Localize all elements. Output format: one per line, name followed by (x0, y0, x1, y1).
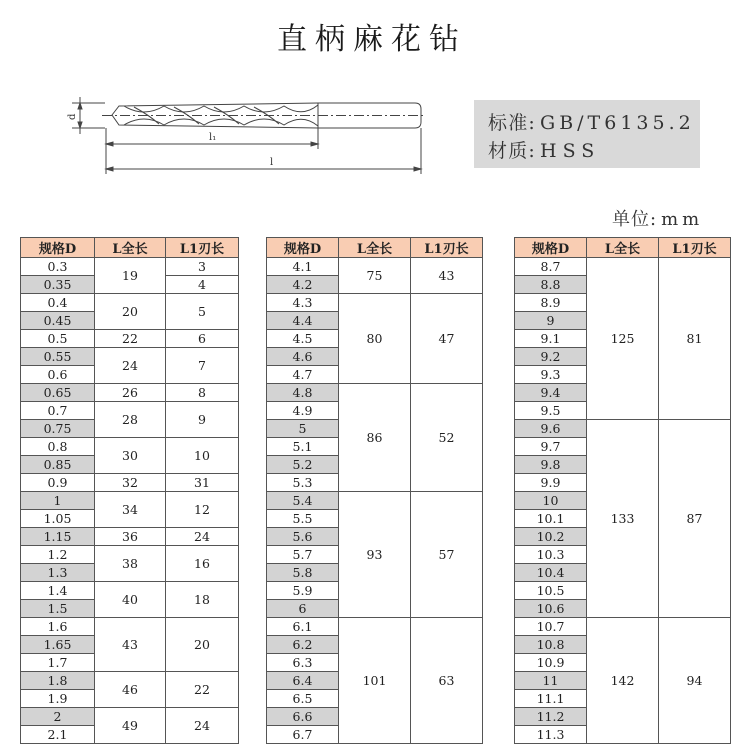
size-cell: 6.3 (267, 654, 339, 672)
flute-length-cell: 47 (411, 294, 483, 384)
size-cell: 10.5 (515, 582, 587, 600)
drill-diagram (67, 92, 432, 182)
size-cell: 10.1 (515, 510, 587, 528)
length-cell: 28 (95, 402, 166, 438)
header-length: L全长 (339, 238, 411, 258)
page-title: 直柄麻花钻 (277, 22, 467, 57)
size-cell: 0.9 (21, 474, 95, 492)
size-cell: 1.9 (21, 690, 95, 708)
size-cell: 9.7 (515, 438, 587, 456)
size-cell: 9.4 (515, 384, 587, 402)
size-cell: 6.2 (267, 636, 339, 654)
size-cell: 6.1 (267, 618, 339, 636)
flute-length-cell: 63 (411, 618, 483, 744)
size-cell: 5.5 (267, 510, 339, 528)
table-row (515, 258, 731, 276)
table-row (21, 348, 239, 366)
size-cell: 4.6 (267, 348, 339, 366)
table-row (21, 546, 239, 564)
size-cell: 6.6 (267, 708, 339, 726)
size-cell: 9.5 (515, 402, 587, 420)
table-row (21, 438, 239, 456)
size-cell: 1.05 (21, 510, 95, 528)
flute-length-cell: 94 (659, 618, 731, 744)
size-cell: 1.15 (21, 528, 95, 546)
size-cell: 1 (21, 492, 95, 510)
size-cell: 10.7 (515, 618, 587, 636)
size-cell: 8.9 (515, 294, 587, 312)
table-row (267, 492, 483, 510)
table-row (21, 618, 239, 636)
unit-label-text: 单位: (612, 209, 658, 230)
table-row (267, 294, 483, 312)
size-cell: 0.85 (21, 456, 95, 474)
flute-length-cell: 18 (166, 582, 239, 618)
size-cell: 10.9 (515, 654, 587, 672)
flute-length-cell: 24 (166, 528, 239, 546)
material-label: 材质: (488, 140, 537, 162)
length-cell: 32 (95, 474, 166, 492)
table-row (21, 384, 239, 402)
size-cell: 0.7 (21, 402, 95, 420)
size-cell: 1.5 (21, 600, 95, 618)
size-cell: 9.3 (515, 366, 587, 384)
size-cell: 6.4 (267, 672, 339, 690)
size-cell: 5.3 (267, 474, 339, 492)
flute-length-cell: 4 (166, 276, 239, 294)
size-cell: 5.9 (267, 582, 339, 600)
table-row (21, 672, 239, 690)
length-cell: 24 (95, 348, 166, 384)
flute-length-cell: 16 (166, 546, 239, 582)
spec-box (474, 100, 700, 168)
table-row (21, 582, 239, 600)
size-cell: 5.6 (267, 528, 339, 546)
length-cell: 43 (95, 618, 166, 672)
size-cell: 0.55 (21, 348, 95, 366)
table-row (21, 474, 239, 492)
flute-length-cell: 52 (411, 384, 483, 492)
dimension-l1-label: l₁ (209, 132, 217, 143)
table-row (21, 528, 239, 546)
size-cell: 6 (267, 600, 339, 618)
size-cell: 10.8 (515, 636, 587, 654)
flute-length-cell: 81 (659, 258, 731, 420)
table-row (21, 492, 239, 510)
table-row (267, 384, 483, 402)
length-cell: 19 (95, 258, 166, 294)
size-cell: 4.5 (267, 330, 339, 348)
header-flute-length: L1刃长 (166, 238, 239, 258)
length-cell: 133 (587, 420, 659, 618)
length-cell: 22 (95, 330, 166, 348)
size-cell: 0.45 (21, 312, 95, 330)
table-row (21, 708, 239, 726)
spec-table-1 (20, 237, 239, 744)
table-row (21, 258, 239, 276)
flute-length-cell: 7 (166, 348, 239, 384)
header-flute-length: L1刃长 (659, 238, 731, 258)
length-cell: 86 (339, 384, 411, 492)
flute-length-cell: 3 (166, 258, 239, 276)
size-cell: 0.35 (21, 276, 95, 294)
length-cell: 36 (95, 528, 166, 546)
flute-length-cell: 12 (166, 492, 239, 528)
header-length: L全长 (95, 238, 166, 258)
length-cell: 30 (95, 438, 166, 474)
size-cell: 5.1 (267, 438, 339, 456)
spec-table-2 (266, 237, 483, 744)
size-cell: 11.3 (515, 726, 587, 744)
size-cell: 1.65 (21, 636, 95, 654)
size-cell: 10 (515, 492, 587, 510)
flute-length-cell: 43 (411, 258, 483, 294)
size-cell: 4.8 (267, 384, 339, 402)
flute-length-cell: 22 (166, 672, 239, 708)
table-header-row (515, 238, 731, 258)
length-cell: 101 (339, 618, 411, 744)
length-cell: 93 (339, 492, 411, 618)
size-cell: 1.3 (21, 564, 95, 582)
flute-length-cell: 57 (411, 492, 483, 618)
flute-length-cell: 87 (659, 420, 731, 618)
unit-value: mm (661, 209, 704, 230)
header-flute-length: L1刃长 (411, 238, 483, 258)
table-row (21, 402, 239, 420)
size-cell: 4.3 (267, 294, 339, 312)
standard-value: GB/T6135.2 (540, 112, 695, 134)
size-cell: 10.6 (515, 600, 587, 618)
size-cell: 4.2 (267, 276, 339, 294)
size-cell: 5 (267, 420, 339, 438)
header-size: 规格D (267, 238, 339, 258)
size-cell: 0.65 (21, 384, 95, 402)
length-cell: 46 (95, 672, 166, 708)
length-cell: 40 (95, 582, 166, 618)
size-cell: 0.4 (21, 294, 95, 312)
length-cell: 49 (95, 708, 166, 744)
table-row (515, 618, 731, 636)
length-cell: 80 (339, 294, 411, 384)
size-cell: 0.5 (21, 330, 95, 348)
spec-table-3 (514, 237, 731, 744)
table-row (515, 420, 731, 438)
size-cell: 9.6 (515, 420, 587, 438)
table-row (267, 618, 483, 636)
dimension-d-label: d (67, 113, 78, 120)
table-row (21, 330, 239, 348)
size-cell: 11.1 (515, 690, 587, 708)
size-cell: 0.3 (21, 258, 95, 276)
size-cell: 5.4 (267, 492, 339, 510)
size-cell: 10.3 (515, 546, 587, 564)
size-cell: 11 (515, 672, 587, 690)
length-cell: 34 (95, 492, 166, 528)
standard-line (488, 108, 695, 135)
size-cell: 5.2 (267, 456, 339, 474)
length-cell: 75 (339, 258, 411, 294)
size-cell: 4.4 (267, 312, 339, 330)
size-cell: 9.1 (515, 330, 587, 348)
flute-length-cell: 10 (166, 438, 239, 474)
flute-length-cell: 9 (166, 402, 239, 438)
size-cell: 1.6 (21, 618, 95, 636)
size-cell: 8.8 (515, 276, 587, 294)
length-cell: 142 (587, 618, 659, 744)
flute-length-cell: 5 (166, 294, 239, 330)
size-cell: 10.4 (515, 564, 587, 582)
flute-length-cell: 20 (166, 618, 239, 672)
size-cell: 2 (21, 708, 95, 726)
size-cell: 11.2 (515, 708, 587, 726)
flute-length-cell: 31 (166, 474, 239, 492)
size-cell: 1.4 (21, 582, 95, 600)
size-cell: 9.2 (515, 348, 587, 366)
size-cell: 1.7 (21, 654, 95, 672)
table-header-row (21, 238, 239, 258)
size-cell: 5.8 (267, 564, 339, 582)
table-row (21, 294, 239, 312)
size-cell: 5.7 (267, 546, 339, 564)
size-cell: 1.2 (21, 546, 95, 564)
length-cell: 26 (95, 384, 166, 402)
material-line (488, 136, 600, 163)
standard-label: 标准: (488, 112, 537, 134)
header-length: L全长 (587, 238, 659, 258)
size-cell: 0.8 (21, 438, 95, 456)
size-cell: 4.1 (267, 258, 339, 276)
size-cell: 0.6 (21, 366, 95, 384)
header-size: 规格D (21, 238, 95, 258)
length-cell: 38 (95, 546, 166, 582)
size-cell: 4.7 (267, 366, 339, 384)
size-cell: 4.9 (267, 402, 339, 420)
unit-label (612, 205, 703, 231)
flute-length-cell: 24 (166, 708, 239, 744)
table-row (267, 258, 483, 276)
length-cell: 20 (95, 294, 166, 330)
flute-length-cell: 6 (166, 330, 239, 348)
size-cell: 1.8 (21, 672, 95, 690)
size-cell: 9 (515, 312, 587, 330)
table-header-row (267, 238, 483, 258)
dimension-l-label: l (270, 157, 274, 168)
size-cell: 6.7 (267, 726, 339, 744)
material-value: HSS (540, 140, 601, 162)
size-cell: 2.1 (21, 726, 95, 744)
length-cell: 125 (587, 258, 659, 420)
flute-length-cell: 8 (166, 384, 239, 402)
size-cell: 8.7 (515, 258, 587, 276)
header-size: 规格D (515, 238, 587, 258)
size-cell: 10.2 (515, 528, 587, 546)
size-cell: 9.8 (515, 456, 587, 474)
size-cell: 6.5 (267, 690, 339, 708)
size-cell: 9.9 (515, 474, 587, 492)
size-cell: 0.75 (21, 420, 95, 438)
